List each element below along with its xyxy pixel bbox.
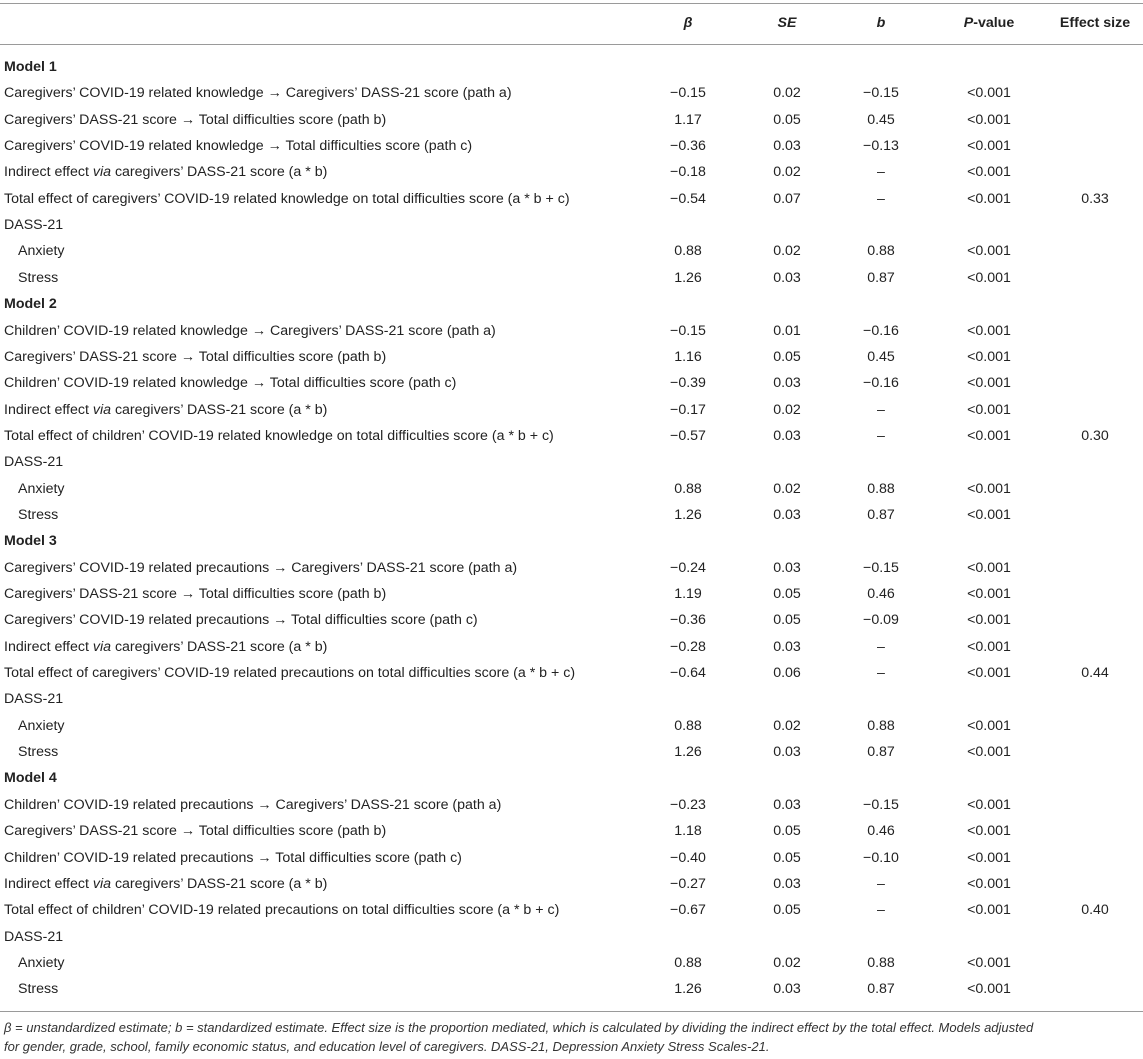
p-value-cell: <0.001 <box>967 164 1011 181</box>
b-cell: – <box>877 190 885 207</box>
row-label <box>4 423 554 449</box>
p-value-cell: <0.001 <box>967 111 1011 128</box>
row-label-part: Children’ COVID-19 related precautions → Caregivers’ DASS-21 score (path a) <box>4 796 502 813</box>
table-row <box>0 238 1143 264</box>
p-value-cell: <0.001 <box>967 875 1011 892</box>
header-p-letter: P <box>963 15 974 31</box>
p-value-cell: <0.001 <box>967 638 1011 655</box>
table-row <box>0 660 1143 686</box>
row-label-part: caregivers’ DASS-21 score (a * b) <box>111 638 328 655</box>
table-row <box>0 950 1143 976</box>
table-row <box>0 607 1143 633</box>
beta-cell: 1.26 <box>674 269 702 286</box>
se-cell: 0.02 <box>773 243 801 260</box>
row-label-part: caregivers’ DASS-21 score (a * b) <box>111 875 328 892</box>
header-effect-size: Effect size <box>1059 15 1131 31</box>
table-row <box>0 739 1143 765</box>
row-label <box>18 950 65 976</box>
table-row <box>0 449 1143 475</box>
row-label <box>4 133 472 159</box>
se-cell: 0.03 <box>773 427 801 444</box>
row-label-part: Indirect effect <box>4 164 93 181</box>
effect-size-cell: 0.44 <box>1081 665 1109 682</box>
row-label <box>4 344 386 370</box>
row-label <box>4 212 63 238</box>
b-cell: – <box>877 638 885 655</box>
beta-cell: −0.24 <box>670 559 706 576</box>
beta-cell: −0.23 <box>670 796 706 813</box>
p-value-cell: <0.001 <box>967 85 1011 102</box>
table-row <box>0 397 1143 423</box>
row-label-part: Total effect of children’ COVID-19 related precautions on total difficulties score (a * b + c) <box>4 902 560 919</box>
beta-cell: 0.88 <box>674 954 702 971</box>
b-cell: 0.88 <box>867 717 895 734</box>
se-cell: 0.03 <box>773 875 801 892</box>
row-label-part: Caregivers’ DASS-21 score → Total difficulties score (path b) <box>4 823 387 840</box>
b-cell: 0.88 <box>867 243 895 260</box>
b-cell: 0.46 <box>867 823 895 840</box>
p-value-cell: <0.001 <box>967 269 1011 286</box>
b-cell: −0.16 <box>863 375 899 392</box>
se-cell: 0.03 <box>773 375 801 392</box>
table-row <box>0 713 1143 739</box>
b-cell: −0.15 <box>863 559 899 576</box>
b-cell: −0.16 <box>863 322 899 339</box>
table-row <box>0 555 1143 581</box>
row-label <box>4 924 63 950</box>
footnote-line-1: β = unstandardized estimate; b = standardized estimate. Effect size is the proportion mediated, which is calculated by dividing the indirect effect by the total effect. Models adjusted <box>4 1020 1034 1035</box>
table-row <box>0 897 1143 923</box>
header-b: b <box>876 15 886 31</box>
b-cell: – <box>877 665 885 682</box>
b-cell: – <box>877 902 885 919</box>
p-value-cell: <0.001 <box>967 665 1011 682</box>
row-label <box>18 713 65 739</box>
row-label <box>4 792 501 818</box>
row-label <box>4 370 456 396</box>
beta-cell: −0.36 <box>670 612 706 629</box>
b-cell: −0.13 <box>863 138 899 155</box>
beta-cell: 1.26 <box>674 506 702 523</box>
se-cell: 0.05 <box>773 902 801 919</box>
table-row <box>0 686 1143 712</box>
row-label-part: Total effect of caregivers’ COVID-19 related precautions on total difficulties score (a * b + c) <box>4 665 576 682</box>
header-beta: β <box>683 15 693 31</box>
row-label <box>18 238 65 264</box>
table-row <box>0 845 1143 871</box>
table-row <box>0 344 1143 370</box>
b-cell: 0.88 <box>867 954 895 971</box>
row-label-part: DASS-21 <box>4 928 64 945</box>
row-label <box>4 897 559 923</box>
p-value-cell: <0.001 <box>967 717 1011 734</box>
se-cell: 0.03 <box>773 506 801 523</box>
model-heading: Model 1 <box>4 59 57 75</box>
row-label-part: Total effect of children’ COVID-19 related knowledge on total difficulties score (a * b + c) <box>4 427 554 444</box>
p-value-cell: <0.001 <box>967 243 1011 260</box>
b-cell: – <box>877 427 885 444</box>
se-cell: 0.05 <box>773 612 801 629</box>
row-label-part: via <box>92 638 111 655</box>
p-value-cell: <0.001 <box>967 375 1011 392</box>
p-value-cell: <0.001 <box>967 823 1011 840</box>
p-value-cell: <0.001 <box>967 427 1011 444</box>
p-value-cell: <0.001 <box>967 138 1011 155</box>
beta-cell: −0.27 <box>670 875 706 892</box>
beta-cell: 1.19 <box>674 586 702 602</box>
row-label-part: Caregivers’ DASS-21 score → Total difficulties score (path b) <box>4 586 387 602</box>
b-cell: 0.45 <box>867 111 895 128</box>
b-cell: – <box>877 875 885 892</box>
row-label <box>18 976 58 1002</box>
header-se: SE <box>777 15 797 31</box>
row-label-part: Caregivers’ COVID-19 related precautions → Total difficulties score (path c) <box>4 612 478 629</box>
row-label-part: Caregivers’ COVID-19 related knowledge → Total difficulties score (path c) <box>4 138 473 155</box>
header-p-value <box>944 10 1034 36</box>
beta-cell: 0.88 <box>674 480 702 497</box>
b-cell: 0.45 <box>867 348 895 365</box>
row-label-part: Children’ COVID-19 related precautions → Total difficulties score (path c) <box>4 849 462 866</box>
row-label-part: Anxiety <box>18 954 65 971</box>
se-cell: 0.03 <box>773 138 801 155</box>
beta-cell: −0.28 <box>670 638 706 655</box>
row-label-part: Caregivers’ COVID-19 related knowledge → Caregivers’ DASS-21 score (path a) <box>4 85 512 102</box>
table-row <box>0 502 1143 528</box>
p-value-cell: <0.001 <box>967 744 1011 761</box>
row-label <box>4 581 386 607</box>
p-value-cell: <0.001 <box>967 322 1011 339</box>
table-row <box>0 265 1143 291</box>
row-label <box>18 265 58 291</box>
b-cell: 0.87 <box>867 744 895 761</box>
row-label <box>4 107 386 133</box>
table-row <box>0 976 1143 1002</box>
se-cell: 0.03 <box>773 638 801 655</box>
se-cell: 0.03 <box>773 981 801 998</box>
row-label <box>4 845 462 871</box>
b-cell: 0.87 <box>867 269 895 286</box>
effect-size-cell: 0.40 <box>1081 902 1109 919</box>
row-label-part: Indirect effect <box>4 875 93 892</box>
row-label-part: Children’ COVID-19 related knowledge → Total difficulties score (path c) <box>4 375 457 392</box>
row-label-part: caregivers’ DASS-21 score (a * b) <box>111 401 328 418</box>
row-label-part: via <box>92 401 111 418</box>
p-value-cell: <0.001 <box>967 401 1011 418</box>
se-cell: 0.05 <box>773 111 801 128</box>
b-cell: −0.15 <box>863 796 899 813</box>
table-header-row <box>0 10 1143 36</box>
beta-cell: −0.39 <box>670 375 706 392</box>
row-label <box>4 871 327 897</box>
row-label-part: Anxiety <box>18 243 65 260</box>
se-cell: 0.05 <box>773 823 801 840</box>
model-heading: Model 4 <box>4 770 57 787</box>
b-cell: – <box>877 401 885 418</box>
se-cell: 0.02 <box>773 717 801 734</box>
table-row <box>0 186 1143 212</box>
se-cell: 0.02 <box>773 164 801 181</box>
beta-cell: −0.54 <box>670 190 706 207</box>
p-value-cell: <0.001 <box>967 348 1011 365</box>
se-cell: 0.05 <box>773 586 801 602</box>
row-label <box>4 80 512 106</box>
beta-cell: −0.57 <box>670 427 706 444</box>
beta-cell: −0.64 <box>670 665 706 682</box>
se-cell: 0.02 <box>773 954 801 971</box>
table-footnote <box>4 1018 1137 1056</box>
row-label <box>4 159 327 185</box>
effect-size-cell: 0.33 <box>1081 190 1109 207</box>
p-value-cell: <0.001 <box>967 190 1011 207</box>
row-label <box>4 660 575 686</box>
b-cell: – <box>877 164 885 181</box>
table-header-rule <box>0 44 1143 45</box>
se-cell: 0.03 <box>773 744 801 761</box>
row-label <box>18 739 58 765</box>
se-cell: 0.06 <box>773 665 801 682</box>
p-value-cell: <0.001 <box>967 796 1011 813</box>
row-label-part: Total effect of caregivers’ COVID-19 related knowledge on total difficulties score (a * b + c) <box>4 190 570 207</box>
row-label-part: via <box>92 164 111 181</box>
row-label-part: Stress <box>18 981 59 998</box>
beta-cell: −0.40 <box>670 849 706 866</box>
table-row <box>0 159 1143 185</box>
row-label <box>18 502 58 528</box>
table-row <box>0 924 1143 950</box>
b-cell: −0.10 <box>863 849 899 866</box>
b-cell: −0.09 <box>863 612 899 629</box>
beta-cell: −0.15 <box>670 85 706 102</box>
se-cell: 0.07 <box>773 190 801 207</box>
effect-size-cell: 0.30 <box>1081 427 1109 444</box>
model-heading-row <box>0 291 1143 317</box>
model-heading-row <box>0 528 1143 554</box>
table-row <box>0 107 1143 133</box>
se-cell: 0.02 <box>773 480 801 497</box>
p-value-cell: <0.001 <box>967 559 1011 576</box>
row-label-part: Stress <box>18 269 59 286</box>
beta-cell: 1.17 <box>674 111 702 128</box>
header-p-suffix: -value <box>973 15 1015 31</box>
beta-cell: 1.18 <box>674 823 702 840</box>
row-label-part: DASS-21 <box>4 217 64 234</box>
se-cell: 0.03 <box>773 269 801 286</box>
table-top-rule <box>0 3 1143 4</box>
beta-cell: −0.36 <box>670 138 706 155</box>
row-label <box>4 607 478 633</box>
table-row <box>0 792 1143 818</box>
row-label <box>4 555 517 581</box>
se-cell: 0.01 <box>773 322 801 339</box>
table-row <box>0 476 1143 502</box>
model-heading: Model 2 <box>4 296 57 313</box>
row-label-part: Caregivers’ COVID-19 related precautions → Caregivers’ DASS-21 score (path a) <box>4 559 518 576</box>
beta-cell: 0.88 <box>674 243 702 260</box>
row-label-part: DASS-21 <box>4 691 64 708</box>
row-label-part: Indirect effect <box>4 638 93 655</box>
model-heading-row <box>0 765 1143 791</box>
row-label <box>4 634 327 660</box>
beta-cell: 0.88 <box>674 717 702 734</box>
beta-cell: −0.18 <box>670 164 706 181</box>
b-cell: −0.15 <box>863 85 899 102</box>
row-label-part: DASS-21 <box>4 454 64 471</box>
model-heading-row <box>0 54 1143 80</box>
table-row <box>0 634 1143 660</box>
table-bottom-rule <box>0 1011 1143 1012</box>
p-value-cell: <0.001 <box>967 981 1011 998</box>
se-cell: 0.03 <box>773 559 801 576</box>
row-label-part: Children’ COVID-19 related knowledge → Caregivers’ DASS-21 score (path a) <box>4 322 496 339</box>
beta-cell: 1.16 <box>674 348 702 365</box>
row-label <box>4 686 63 712</box>
se-cell: 0.05 <box>773 849 801 866</box>
table-row <box>0 133 1143 159</box>
row-label <box>18 476 65 502</box>
se-cell: 0.02 <box>773 401 801 418</box>
beta-cell: 1.26 <box>674 744 702 761</box>
table-row <box>0 318 1143 344</box>
table-row <box>0 423 1143 449</box>
p-value-cell: <0.001 <box>967 849 1011 866</box>
b-cell: 0.87 <box>867 981 895 998</box>
beta-cell: −0.17 <box>670 401 706 418</box>
footnote-line-2: for gender, grade, school, family economic status, and education level of caregivers. DASS-21, Depression Anxiety Stress Scales-21. <box>4 1039 770 1054</box>
row-label-part: Anxiety <box>18 480 65 497</box>
p-value-cell: <0.001 <box>967 480 1011 497</box>
row-label-part: Caregivers’ DASS-21 score → Total difficulties score (path b) <box>4 348 387 365</box>
p-value-cell: <0.001 <box>967 902 1011 919</box>
row-label <box>4 186 570 212</box>
b-cell: 0.88 <box>867 480 895 497</box>
model-heading: Model 3 <box>4 533 57 550</box>
p-value-cell: <0.001 <box>967 612 1011 629</box>
p-value-cell: <0.001 <box>967 506 1011 523</box>
row-label-part: Anxiety <box>18 717 65 734</box>
b-cell: 0.46 <box>867 586 895 602</box>
row-label <box>4 318 496 344</box>
row-label <box>4 449 63 475</box>
row-label <box>4 818 386 844</box>
table-row <box>0 212 1143 238</box>
p-value-cell: <0.001 <box>967 954 1011 971</box>
row-label-part: Stress <box>18 744 59 761</box>
se-cell: 0.02 <box>773 85 801 102</box>
row-label-part: Caregivers’ DASS-21 score → Total difficulties score (path b) <box>4 111 387 128</box>
table-row <box>0 80 1143 106</box>
row-label-part: Indirect effect <box>4 401 93 418</box>
se-cell: 0.05 <box>773 348 801 365</box>
table-row <box>0 818 1143 844</box>
table-row <box>0 581 1143 607</box>
p-value-cell: <0.001 <box>967 586 1011 602</box>
beta-cell: −0.15 <box>670 322 706 339</box>
beta-cell: 1.26 <box>674 981 702 998</box>
beta-cell: −0.67 <box>670 902 706 919</box>
table-row <box>0 871 1143 897</box>
row-label-part: via <box>92 875 111 892</box>
row-label <box>4 397 327 423</box>
se-cell: 0.03 <box>773 796 801 813</box>
row-label-part: Stress <box>18 506 59 523</box>
b-cell: 0.87 <box>867 506 895 523</box>
table-row <box>0 370 1143 396</box>
row-label-part: caregivers’ DASS-21 score (a * b) <box>111 164 328 181</box>
